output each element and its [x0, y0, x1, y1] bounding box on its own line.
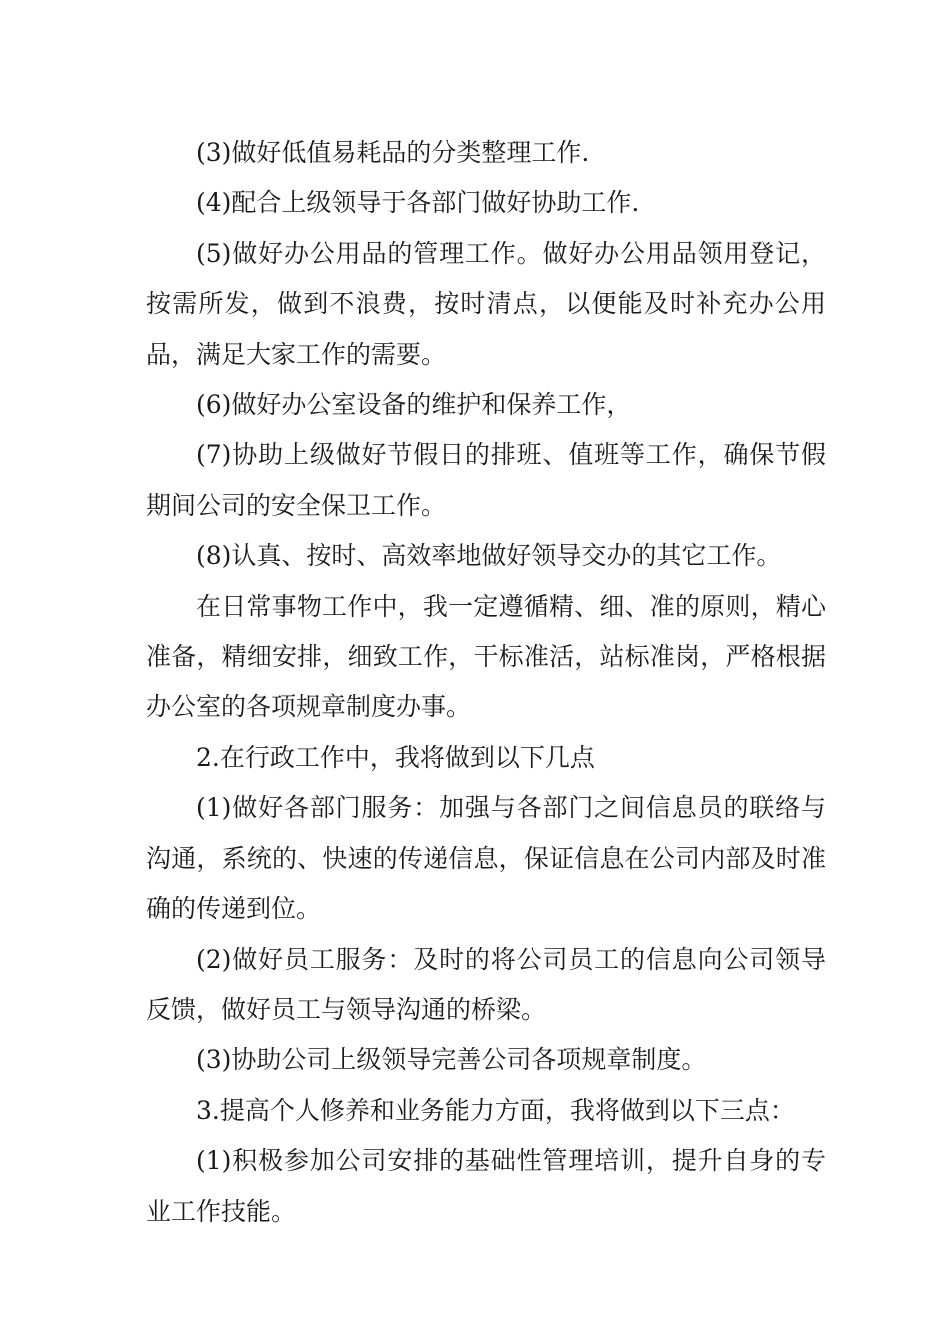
paragraph-item-6-equipment-maintenance: (6)做好办公室设备的维护和保养工作，	[196, 390, 632, 420]
paragraph-item-3-low-value-consumables: (3)做好低值易耗品的分类整理工作.	[196, 138, 590, 167]
document-body	[146, 128, 826, 1237]
paragraph-item-7-holiday-duty: (7)协助上级做好节假日的排班、值班等工作，确保节假期间公司的安全保卫工作。	[146, 440, 826, 520]
paragraph-item-1-training: (1)积极参加公司安排的基础性管理培训，提升自身的专业工作技能。	[146, 1146, 826, 1226]
section-heading-administrative-work: 2.在行政工作中，我将做到以下几点	[196, 742, 595, 772]
paragraph-item-8-assigned-tasks: (8)认真、按时、高效率地做好领导交办的其它工作。	[196, 541, 782, 571]
paragraph-daily-work-principles: 在日常事物工作中，我一定遵循精、细、准的原则，精心准备，精细安排，细致工作，干标准活，站标准岗，严格根据办公室的各项规章制度办事。	[146, 591, 826, 722]
paragraph-item-4-assist-departments: (4)配合上级领导于各部门做好协助工作.	[196, 188, 640, 218]
paragraph-item-3-rules-improvement: (3)协助公司上级领导完善公司各项规章制度。	[196, 1045, 707, 1075]
paragraph-item-1-department-service: (1)做好各部门服务：加强与各部门之间信息员的联络与沟通，系统的、快速的传递信息，保证信息在公司内部及时准确的传递到位。	[146, 793, 826, 924]
section-heading-personal-development: 3.提高个人修养和业务能力方面，我将做到以下三点：	[196, 1095, 795, 1125]
paragraph-item-5-office-supplies: (5)做好办公用品的管理工作。做好办公用品领用登记，按需所发，做到不浪费，按时清点，以便能及时补充办公用品，满足大家工作的需要。	[146, 238, 826, 369]
paragraph-item-2-employee-service: (2)做好员工服务：及时的将公司员工的信息向公司领导反馈，做好员工与领导沟通的桥梁。	[146, 944, 826, 1024]
